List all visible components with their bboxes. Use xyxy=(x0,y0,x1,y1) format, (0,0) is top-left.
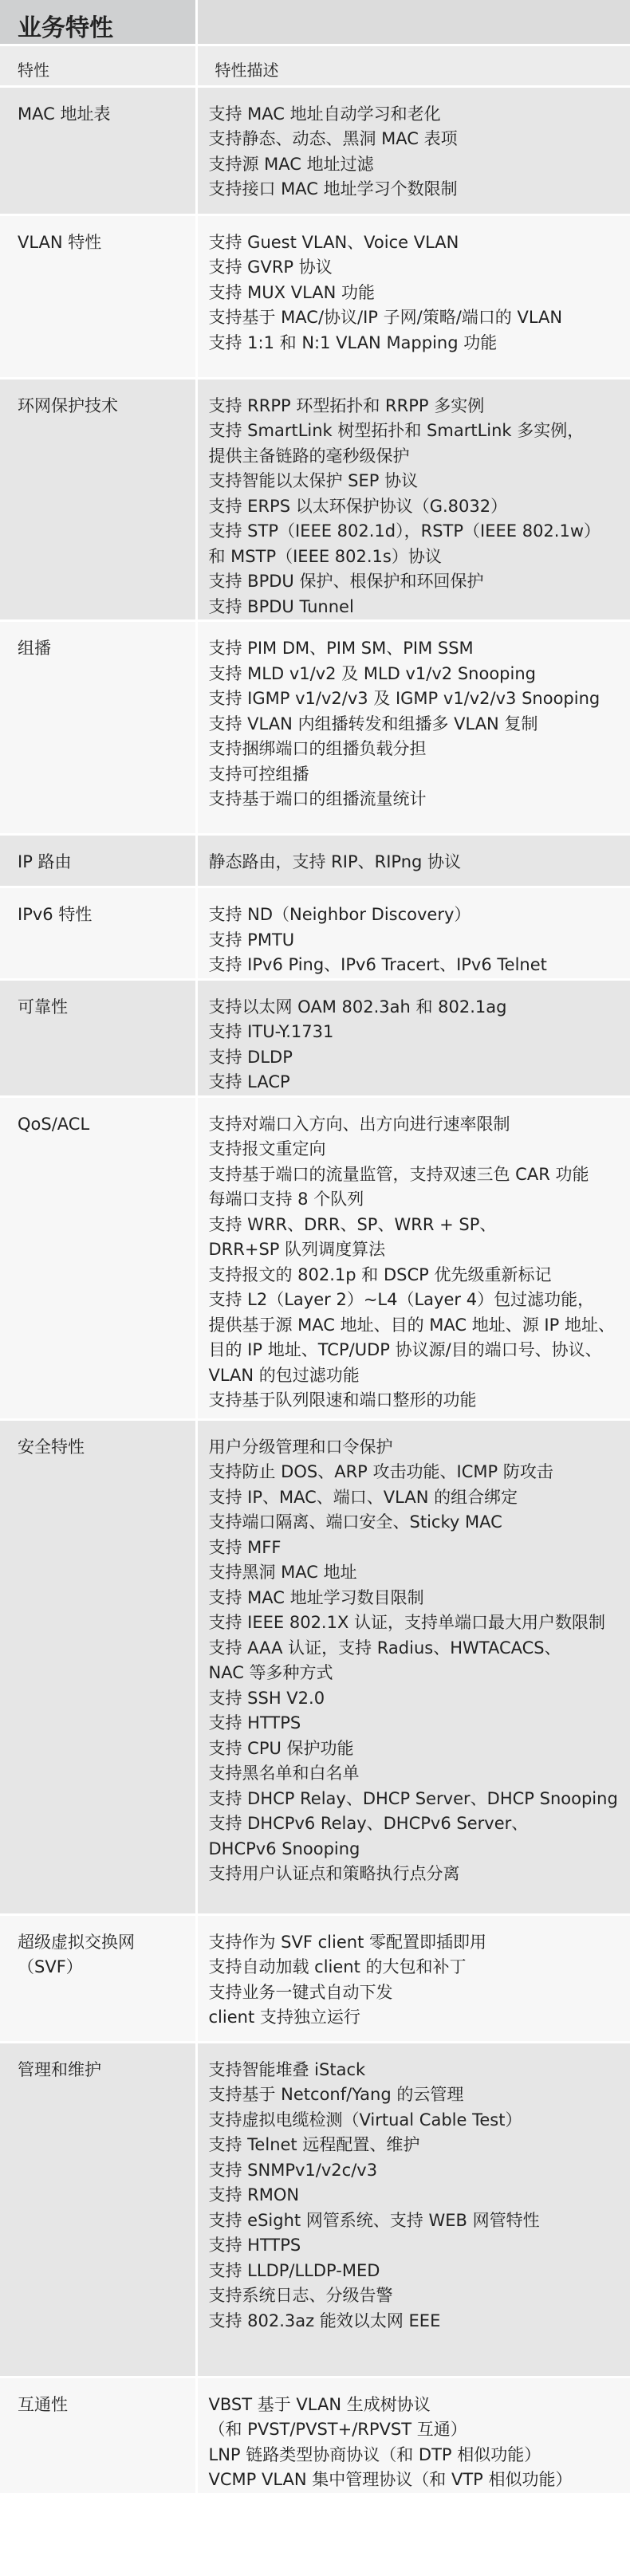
description-line: 支持报文重定向 xyxy=(208,1139,326,1158)
feature-name xyxy=(0,621,196,835)
description-line: 支持 MLD v1/v2 及 MLD v1/v2 Snooping xyxy=(208,663,536,683)
description-line: 支持智能堆叠 iStack xyxy=(208,2059,366,2079)
feature-row xyxy=(0,979,630,1096)
description-line: 支持 GVRP 协议 xyxy=(208,258,333,277)
description-line: 支持业务一键式自动下发 xyxy=(208,1982,393,2002)
feature-name xyxy=(0,2377,196,2494)
description-line: 支持 MAC 地址学习数目限制 xyxy=(208,1587,424,1607)
description-line: 支持智能以太保护 SEP 协议 xyxy=(208,471,419,490)
description-line: 支持 IGMP v1/v2/v3 及 IGMP v1/v2/v3 Snooping xyxy=(208,689,600,708)
header-description: 特性描述 xyxy=(196,45,630,86)
feature-row xyxy=(0,621,630,835)
description-line: 支持捆绑端口的组播负载分担 xyxy=(208,739,427,758)
description-line: 支持可控组播 xyxy=(208,764,309,784)
description-line: 支持 PIM DM、PIM SM、PIM SSM xyxy=(208,639,474,658)
feature-row xyxy=(0,1096,630,1419)
description-line: 支持接口 MAC 地址学习个数限制 xyxy=(208,179,458,199)
description-line: 支持用户认证点和策略执行点分离 xyxy=(208,1864,460,1883)
feature-description xyxy=(196,214,630,378)
description-line: 支持 DHCP Relay、DHCP Server、DHCP Snooping xyxy=(208,1788,618,1808)
feature-description xyxy=(196,86,630,214)
description-line: VLAN 的包过滤功能 xyxy=(208,1365,360,1385)
feature-name xyxy=(0,835,196,887)
description-line: 支持以太网 OAM 802.3ah 和 802.1ag xyxy=(208,997,507,1017)
description-line: 支持 1:1 和 N:1 VLAN Mapping 功能 xyxy=(208,332,498,352)
feature-row xyxy=(0,214,630,378)
description-line: 支持 ND（Neighbor Discovery） xyxy=(208,905,471,924)
feature-name-text: VLAN 特性 xyxy=(18,232,102,252)
feature-name-line: （SVF） xyxy=(18,1957,83,1976)
description-line: （和 PVST/PVST+/RPVST 互通） xyxy=(208,2420,467,2439)
feature-name-text: IP 路由 xyxy=(18,852,72,871)
description-line: 支持端口隔离、端口安全、Sticky MAC xyxy=(208,1512,502,1532)
description-line: 支持 STP（IEEE 802.1d），RSTP（IEEE 802.1w） xyxy=(208,521,600,541)
description-line: 支持 VLAN 内组播转发和组播多 VLAN 复制 xyxy=(208,714,538,733)
description-line: 和 MSTP（IEEE 802.1s）协议 xyxy=(208,546,442,566)
header-feature: 特性 xyxy=(0,45,196,86)
description-line: 支持 LACP xyxy=(208,1072,290,1091)
feature-name xyxy=(0,1914,196,2042)
description-line: 支持虚拟电缆检测（Virtual Cable Test） xyxy=(208,2110,522,2130)
feature-description xyxy=(196,1914,630,2042)
description-line: 目的 IP 地址、TCP/UDP 协议源/目的端口号、协议、 xyxy=(208,1340,602,1359)
feature-name-text: QoS/ACL xyxy=(18,1114,90,1134)
description-line: 支持 Telnet 远程配置、维护 xyxy=(208,2135,420,2154)
description-line: 支持 PMTU xyxy=(208,930,295,950)
description-line: client 支持独立运行 xyxy=(208,2008,360,2027)
description-line: 支持基于端口的流量监管，支持双速三色 CAR 功能 xyxy=(208,1164,589,1184)
description-line: 支持自动加载 client 的大包和补丁 xyxy=(208,1957,467,1976)
feature-name xyxy=(0,378,196,621)
title-row xyxy=(0,0,630,45)
feature-description xyxy=(196,979,630,1096)
feature-description xyxy=(196,621,630,835)
description-line: VCMP VLAN 集中管理协议（和 VTP 相似功能） xyxy=(208,2470,573,2489)
feature-description xyxy=(196,1419,630,1914)
description-line: 支持 IEEE 802.1X 认证，支持单端口最大用户数限制 xyxy=(208,1613,606,1632)
feature-description xyxy=(196,887,630,980)
feature-description xyxy=(196,1096,630,1419)
description-line: LNP 链路类型协商协议（和 DTP 相似功能） xyxy=(208,2444,541,2464)
feature-row xyxy=(0,1419,630,1914)
feature-description xyxy=(196,378,630,621)
description-line: 支持 BPDU Tunnel xyxy=(208,596,354,616)
feature-name xyxy=(0,1419,196,1914)
feature-name-text: 环网保护技术 xyxy=(18,395,118,415)
description-line: 支持基于端口的组播流量统计 xyxy=(208,789,427,808)
feature-description xyxy=(196,2377,630,2494)
description-line: 静态路由，支持 RIP、RIPng 协议 xyxy=(208,852,462,871)
description-line: 支持 CPU 保护功能 xyxy=(208,1738,354,1758)
feature-name xyxy=(0,979,196,1096)
description-line: 支持系统日志、分级告警 xyxy=(208,2286,393,2305)
feature-name xyxy=(0,1096,196,1419)
feature-name xyxy=(0,86,196,214)
feature-name-text: IPv6 特性 xyxy=(18,905,93,924)
description-line: 支持 DLDP xyxy=(208,1047,293,1067)
description-line: 提供基于源 MAC 地址、目的 MAC 地址、源 IP 地址、 xyxy=(208,1315,615,1335)
feature-name-text: 安全特性 xyxy=(18,1437,85,1457)
description-line: 支持源 MAC 地址过滤 xyxy=(208,154,374,174)
feature-row xyxy=(0,86,630,214)
description-line: 支持 MFF xyxy=(208,1537,282,1557)
description-line: 支持静态、动态、黑洞 MAC 表项 xyxy=(208,129,458,148)
feature-row xyxy=(0,378,630,621)
description-line: 支持黑名单和白名单 xyxy=(208,1764,360,1783)
description-line: 支持 RMON xyxy=(208,2185,300,2204)
feature-row xyxy=(0,835,630,887)
feature-name xyxy=(0,214,196,378)
description-line: NAC 等多种方式 xyxy=(208,1663,333,1682)
description-line: 支持 Guest VLAN、Voice VLAN xyxy=(208,232,459,252)
feature-name-text: 互通性 xyxy=(18,2394,68,2414)
description-line: 支持基于队列限速和端口整形的功能 xyxy=(208,1390,477,1410)
description-line: 支持基于 MAC/协议/IP 子网/策略/端口的 VLAN xyxy=(208,308,563,327)
description-line: 支持 DHCPv6 Relay、DHCPv6 Server、 xyxy=(208,1814,529,1833)
description-line: 支持 RRPP 环型拓扑和 RRPP 多实例 xyxy=(208,395,485,415)
header-row xyxy=(0,45,630,86)
feature-name-text: 可靠性 xyxy=(18,997,68,1017)
description-line: 支持 eSight 网管系统、支持 WEB 网管特性 xyxy=(208,2210,540,2230)
feature-row xyxy=(0,1914,630,2042)
description-line: 每端口支持 8 个队列 xyxy=(208,1190,364,1209)
description-line: VBST 基于 VLAN 生成树协议 xyxy=(208,2394,431,2414)
description-line: 支持 LLDP/LLDP-MED xyxy=(208,2260,380,2280)
feature-row xyxy=(0,2042,630,2377)
description-line: 支持 802.3az 能效以太网 EEE xyxy=(208,2311,441,2330)
feature-name xyxy=(0,887,196,980)
description-line: 支持 HTTPS xyxy=(208,2236,301,2255)
description-line: DRR+SP 队列调度算法 xyxy=(208,1240,386,1259)
description-line: DHCPv6 Snooping xyxy=(208,1839,360,1858)
description-line: 支持黑洞 MAC 地址 xyxy=(208,1563,357,1582)
description-line: 支持基于 Netconf/Yang 的云管理 xyxy=(208,2085,464,2104)
description-line: 支持对端口入方向、出方向进行速率限制 xyxy=(208,1114,510,1134)
description-line: 支持 MUX VLAN 功能 xyxy=(208,282,376,302)
feature-name-line: 超级虚拟交换网 xyxy=(18,1932,135,1952)
feature-name-text: MAC 地址表 xyxy=(18,104,111,124)
description-line: 用户分级管理和口令保护 xyxy=(208,1437,393,1457)
feature-row xyxy=(0,887,630,980)
description-line: 支持 IPv6 Ping、IPv6 Tracert、IPv6 Telnet xyxy=(208,955,547,974)
description-line: 支持 BPDU 保护、根保护和环回保护 xyxy=(208,572,484,591)
feature-row xyxy=(0,2377,630,2494)
description-line: 支持 MAC 地址自动学习和老化 xyxy=(208,104,441,124)
description-line: 支持 WRR、DRR、SP、WRR + SP、 xyxy=(208,1214,497,1234)
description-line: 支持 AAA 认证，支持 Radius、HWTACACS、 xyxy=(208,1638,561,1658)
feature-name xyxy=(0,2042,196,2377)
description-line: 支持 SSH V2.0 xyxy=(208,1688,325,1708)
description-line: 支持 IP、MAC、端口、VLAN 的组合绑定 xyxy=(208,1487,518,1507)
feature-description xyxy=(196,2042,630,2377)
description-line: 支持报文的 802.1p 和 DSCP 优先级重新标记 xyxy=(208,1264,552,1284)
description-line: 支持 ITU-Y.1731 xyxy=(208,1022,334,1041)
page-title: 业务特性 xyxy=(0,0,196,45)
description-line: 支持 L2（Layer 2）~L4（Layer 4）包过滤功能， xyxy=(208,1290,595,1309)
description-line: 提供主备链路的毫秒级保护 xyxy=(208,446,410,466)
description-line: 支持 SNMPv1/v2c/v3 xyxy=(208,2160,378,2180)
description-line: 支持作为 SVF client 零配置即插即用 xyxy=(208,1932,486,1952)
description-line: 支持 ERPS 以太环保护协议（G.8032） xyxy=(208,496,508,516)
feature-name-text: 组播 xyxy=(18,639,51,658)
description-line: 支持防止 DOS、ARP 攻击功能、ICMP 防攻击 xyxy=(208,1462,553,1481)
feature-name-text: 管理和维护 xyxy=(18,2059,101,2079)
feature-description xyxy=(196,835,630,887)
description-line: 支持 SmartLink 树型拓扑和 SmartLink 多实例， xyxy=(208,421,585,440)
description-line: 支持 HTTPS xyxy=(208,1713,301,1732)
title-filler xyxy=(196,0,630,45)
